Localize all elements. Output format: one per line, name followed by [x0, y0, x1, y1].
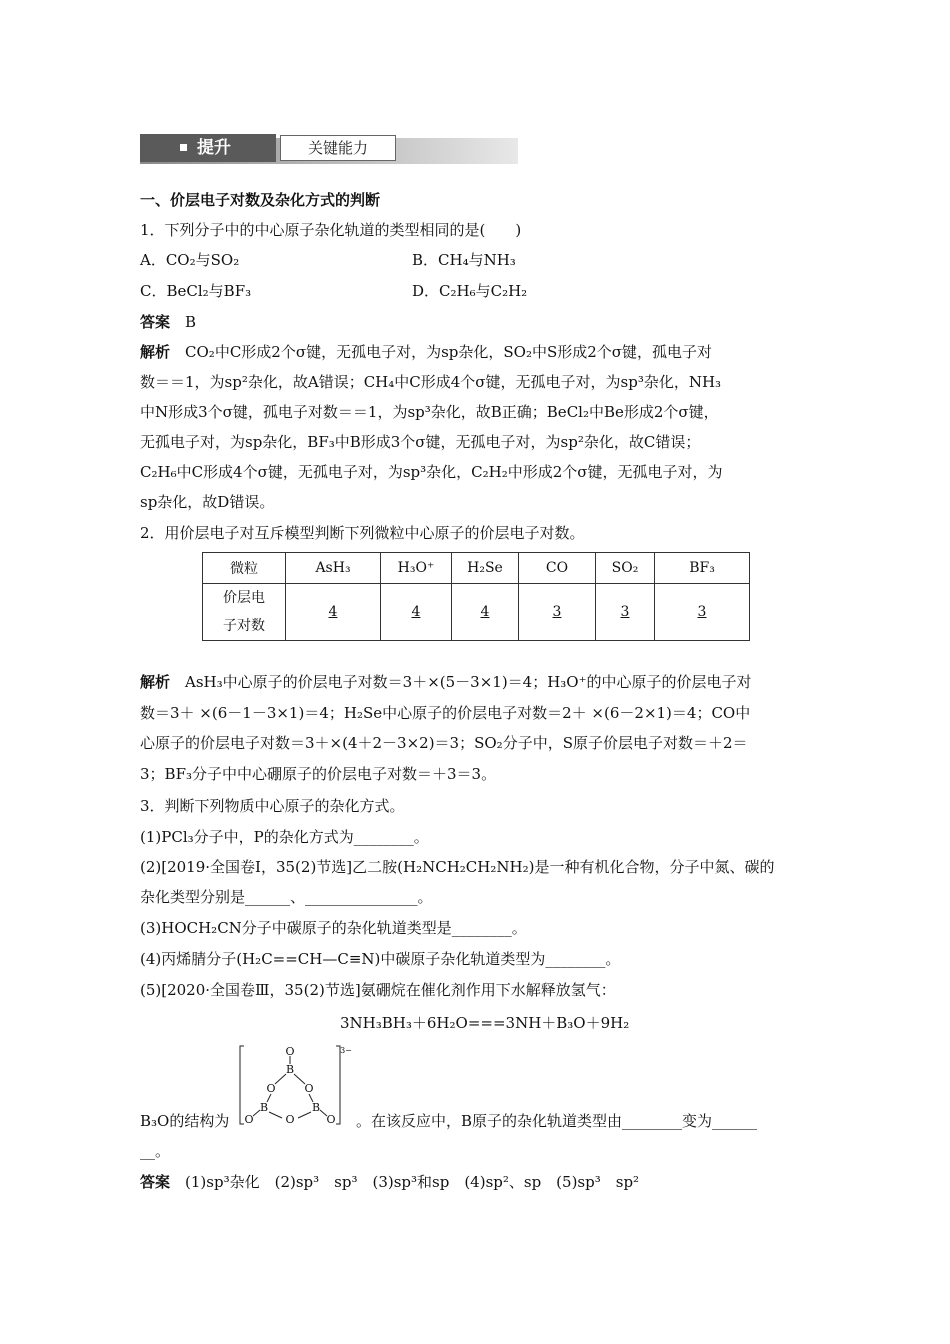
q3-answer: (1)sp³杂化 (2)sp³ sp³ (3)sp³和sp (4)sp²、sp (5)sp³ sp² [185, 1173, 640, 1191]
q2-analysis-line-1 [140, 672, 752, 692]
q1-analysis-text-1: CO₂中C形成2个σ键，无孤电子对，为sp杂化，SO₂中S形成2个σ键，孤电子对 [185, 343, 713, 361]
q1-stem: 1．下列分子中的中心原子杂化轨道的类型相同的是( ) [140, 221, 522, 239]
species-cell: SO₂ [596, 553, 655, 584]
q2-stem: 2．用价层电子对互斥模型判断下列微粒中心原子的价层电子对数。 [140, 524, 585, 542]
q2-analysis-line-2: 数＝3＋ ×(6－1－3×1)＝4；H₂Se中心原子的价层电子对数＝2＋ ×(6－2×1)＝4；CO中 [140, 704, 751, 722]
q3-item-1: (1)PCl₃分子中，P的杂化方式为________。 [140, 828, 429, 846]
bond [298, 1112, 311, 1118]
q1-analysis-line-5: C₂H₆中C形成4个σ键，无孤电子对，为sp³杂化，C₂H₂中形成2个σ键，无孤电子对，为 [140, 463, 723, 481]
pair-count: 3 [697, 604, 707, 620]
q1-analysis-label: 解析 [140, 343, 171, 361]
atom-label: B [285, 1063, 295, 1076]
pair-count: 3 [620, 604, 630, 620]
pair-count-cell [452, 584, 519, 641]
q1-option-a: A．CO₂与SO₂ [140, 251, 240, 269]
atom-label: B [311, 1101, 321, 1114]
right-bracket [336, 1046, 340, 1124]
q1-answer-row [140, 312, 196, 332]
row-label-cell [203, 584, 286, 641]
q1-analysis-line-2: 数＝＝1，为sp²杂化，故A错误；CH₄中C形成4个σ键，无孤电子对，为sp³杂化，NH₃ [140, 373, 722, 391]
q2-analysis-line-3: 心原子的价层电子对数＝3＋×(4＋2－3×2)＝3；SO₂分子中，S原子价层电子对数＝＋2＝ [140, 734, 748, 752]
table-row-species [203, 553, 750, 584]
pair-count-cell [519, 584, 596, 641]
row-label-line-2: 子对数 [223, 618, 265, 634]
q3-item-3: (3)HOCH₂CN分子中碳原子的杂化轨道类型是________。 [140, 919, 527, 937]
pair-count-cell [381, 584, 452, 641]
left-bracket [240, 1046, 244, 1124]
ion-charge: 3− [340, 1046, 352, 1055]
q1-option-d: D．C₂H₆与C₂H₂ [412, 282, 528, 300]
species-cell: H₂Se [452, 553, 519, 584]
q1-answer-label: 答案 [140, 313, 171, 331]
table-header-cell: 微粒 [203, 553, 286, 584]
q1-option-c: C．BeCl₂与BF₃ [140, 282, 252, 300]
q3-answer-label: 答案 [140, 1173, 171, 1191]
section-banner [140, 134, 518, 166]
q3-stem: 3．判断下列物质中心原子的杂化方式。 [140, 797, 405, 815]
q1-option-b: B．CH₄与NH₃ [412, 251, 516, 269]
pair-count: 4 [411, 604, 421, 620]
q3-structure-prefix: B₃O的结构为 [140, 1112, 230, 1130]
q1-answer: B [185, 313, 197, 331]
q1-analysis-line-3: 中N形成3个σ键，孤电子对数＝＝1，为sp³杂化，故B正确；BeCl₂中Be形成2个σ键， [140, 403, 719, 421]
table-row-pairs [203, 584, 750, 641]
q2-analysis-text-1: AsH₃中心原子的价层电子对数＝3＋×(5－3×1)＝4；H₃O⁺的中心原子的价层电子对 [185, 673, 752, 691]
species-cell: BF₃ [655, 553, 750, 584]
q3-item-2: (2)[2019·全国卷Ⅰ，35(2)节选]乙二胺(H₂NCH₂CH₂NH₂)是一种有机化合物，分子中氮、碳的 [140, 858, 775, 876]
q2-analysis-line-4: 3；BF₃分子中中心硼原子的价层电子对数＝＋3＝3。 [140, 765, 497, 783]
atom-label: O [285, 1113, 295, 1126]
pair-count: 4 [480, 604, 490, 620]
q3-structure-tail: __。 [140, 1142, 171, 1160]
bond [275, 1074, 286, 1084]
bond [269, 1112, 282, 1118]
atom-label: O [244, 1113, 254, 1126]
banner-dark-tab [140, 134, 276, 162]
pair-count: 4 [328, 604, 338, 620]
species-cell: AsH₃ [286, 553, 381, 584]
q3-item-5: (5)[2020·全国卷Ⅲ，35(2)节选]氨硼烷在催化剂作用下水解释放氢气： [140, 981, 616, 999]
species-cell: H₃O⁺ [381, 553, 452, 584]
q1-analysis-line-1 [140, 342, 712, 362]
banner-right-label: 关键能力 [280, 135, 396, 161]
q3-structure-suffix: 。在该反应中，B原子的杂化轨道类型由________变为______ [356, 1112, 758, 1130]
hydrolysis-equation: 3NH₃BH₃＋6H₂O===3NH＋B₃O＋9H₂ [340, 1014, 630, 1032]
q3-answer-row [140, 1172, 639, 1192]
bond [294, 1074, 305, 1084]
pair-count-cell [655, 584, 750, 641]
q1-analysis-line-6: sp杂化，故D错误。 [140, 493, 275, 511]
atom-label: O [304, 1082, 314, 1095]
section-title: 一、价层电子对数及杂化方式的判断 [140, 191, 381, 209]
q3-item-4: (4)丙烯腈分子(H₂C==CH—C≡N)中碳原子杂化轨道类型为________。 [140, 950, 621, 968]
bond [253, 1110, 260, 1116]
row-label-line-1: 价层电 [223, 590, 265, 606]
atom-label: O [266, 1082, 276, 1095]
valence-pair-table [202, 552, 750, 641]
atom-label: O [326, 1113, 336, 1126]
atom-label: O [285, 1045, 295, 1058]
atom-label: B [259, 1101, 269, 1114]
q1-analysis-line-4: 无孤电子对，为sp杂化，BF₃中B形成3个σ键，无孤电子对，为sp²杂化，故C错误； [140, 433, 701, 451]
species-cell: CO [519, 553, 596, 584]
pair-count-cell [596, 584, 655, 641]
banner-left-label: 提升 [197, 138, 231, 158]
square-bullet-icon [180, 144, 187, 151]
q3-item-2-cont: 杂化类型分别是______、_______________。 [140, 888, 433, 906]
pair-count: 3 [552, 604, 562, 620]
b3o6-structure-diagram [238, 1044, 350, 1126]
pair-count-cell [286, 584, 381, 641]
q2-analysis-label: 解析 [140, 673, 171, 691]
